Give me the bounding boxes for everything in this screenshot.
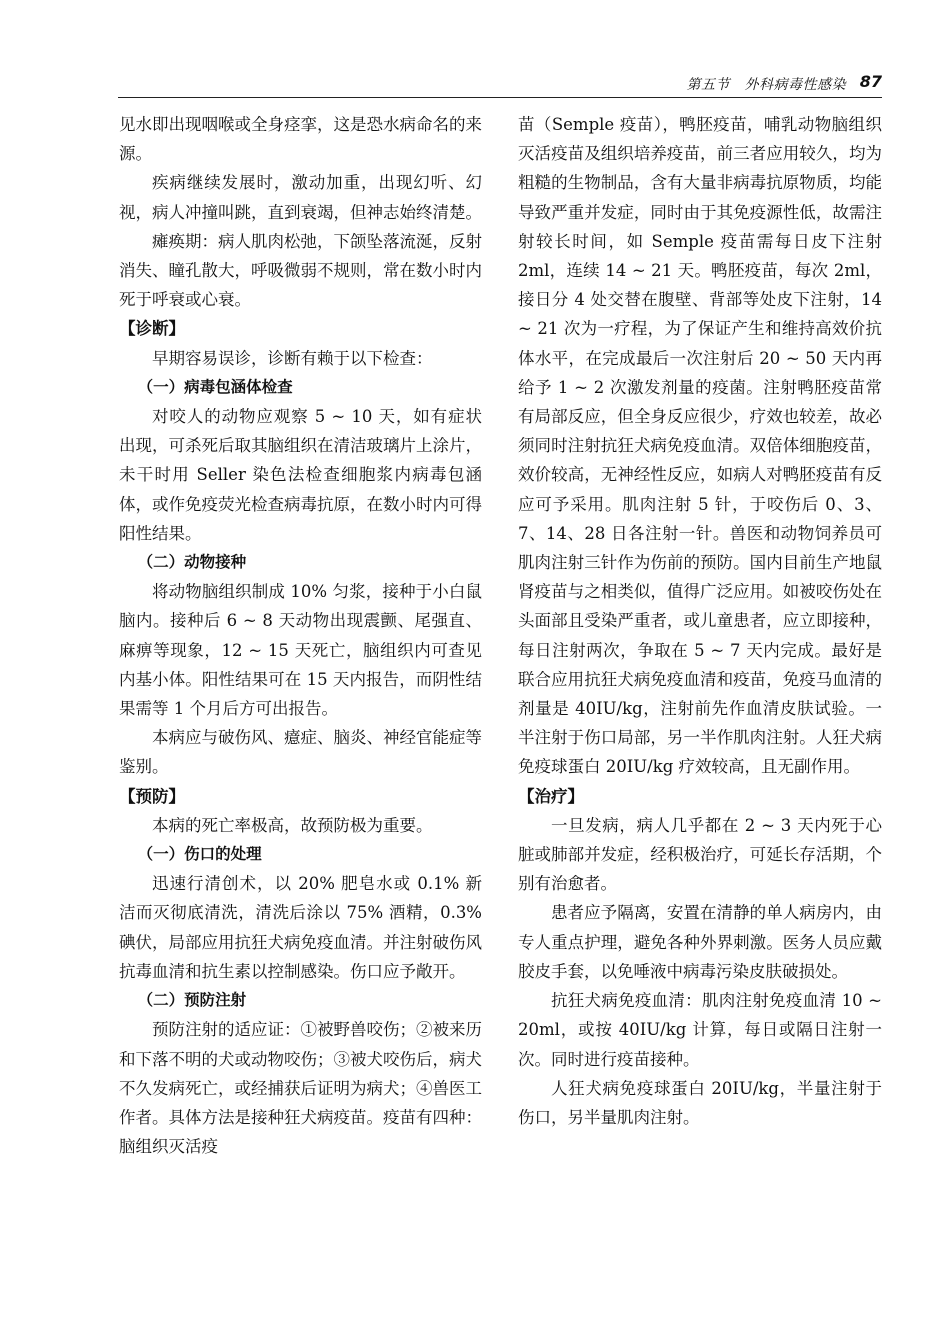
paragraph: 本病应与破伤风、癔症、脑炎、神经官能症等鉴别。: [119, 728, 482, 777]
paragraph: 早期容易误诊，诊断有赖于以下检查：: [152, 348, 433, 368]
header-rule: [118, 97, 882, 98]
paragraph: 苗（Semple 疫苗），鸭胚疫苗，哺乳动物脑组织灭活疫苗及组织培养疫苗，前三者应用较久，均为粗糙的生物制品，含有大量非病毒抗原物质，均能导致严重并发症，同时由于其免疫源性低，故需注射较长时间，如 Semple 疫苗需每日皮下注射 2ml，连续 14 ~ 21 天。鸭胚疫苗，每次 2ml，接日分 4 处交替在腹壁、背部等处皮下注射，14 ~ 21 次为一疗程，为了保证产生和维持高效价抗体水平，在完成最后一次注射后 20 ~ 50 天内再给予 1 ~ 2 次激发剂量的疫菌。注射鸭胚疫苗常有局部反应，但全身反应很少，疗效也较差，故必须同时注射抗狂犬病免疫血清。双倍体细胞疫苗，效价较高，无神经性反应，如病人对鸭胚疫苗有反应可予采用。肌肉注射 5 针，于咬伤后 0、3、7、14、28 日各注射一针。兽医和动物饲养员可肌肉注射三针作为伤前的预防。国内目前生产地鼠肾疫苗与之相类似，值得广泛应用。如被咬伤处在头面部且受染严重者，或儿童患者，应立即接种，每日注射两次，争取在 5 ~ 7 天内完成。最好是联合应用抗狂犬病免疫血清和疫苗，免疫马血清的剂量是 40IU/kg，注射前先作血清皮肤试验。一半注射于伤口局部，另一半作肌肉注射。人狂犬病免疫球蛋白 20IU/kg 疗效较高，且无副作用。: [518, 115, 882, 777]
section-title: 第五节 外科病毒性感染: [686, 77, 846, 93]
paragraph: 一旦发病，病人几乎都在 2 ~ 3 天内死于心脏或肺部并发症，经积极治疗，可延长存活期，个别有治愈者。: [518, 815, 882, 894]
paragraph: 患者应予隔离，安置在清静的单人病房内，由专人重点护理，避免各种外界刺激。医务人员应戴胶皮手套，以免唾液中病毒污染皮肤破损处。: [518, 903, 882, 981]
subheading: （二）动物接种: [137, 553, 247, 572]
paragraph: 人狂犬病免疫球蛋白 20IU/kg，半量注射于伤口，另半量肌肉注射。: [518, 1078, 882, 1127]
paragraph: 疾病继续发展时，激动加重，出现幻听、幻视，病人冲撞叫跳，直到衰竭，但神志始终清楚。: [119, 173, 482, 222]
paragraph: 将动物脑组织制成 10% 匀浆，接种于小白鼠脑内。接种后 6 ~ 8 天动物出现震颤、尾强直、麻痹等现象，12 ~ 15 天死亡，脑组织内可查见内基小体。阳性结果可在 15 天内报告，而阴性结果需等 1 个月后方可出报告。: [119, 582, 482, 719]
paragraph: 迅速行清创术，以 20% 肥皂水或 0.1% 新洁而灭彻底清洗，清洗后涂以 75% 酒精，0.3% 碘伏，局部应用抗狂犬病免疫血清。并注射破伤风抗毒血清和抗生素以控制感染。伤口应予敞开。: [119, 874, 482, 981]
left-column: [119, 110, 482, 1161]
paragraph: 预防注射的适应证：①被野兽咬伤；②被来历和下落不明的犬或动物咬伤；③被犬咬伤后，病犬不久发病死亡，或经捕获后证明为病犬；④兽医工作者。具体方法是接种狂犬病疫苗。疫苗有四种：脑组织灭活疫: [119, 1020, 482, 1157]
section-heading-treatment: 【治疗】: [518, 786, 584, 806]
section-heading-prevention: 【预防】: [119, 786, 185, 806]
subheading: （一）伤口的处理: [137, 845, 262, 864]
page-number: 87: [859, 72, 882, 91]
right-column: [518, 110, 882, 1132]
running-header: [118, 72, 882, 98]
paragraph: 瘫痪期：病人肌肉松弛，下颌坠落流涎，反射消失、瞳孔散大，呼吸微弱不规则，常在数小时内死于呼衰或心衰。: [119, 231, 482, 310]
paragraph: 对咬人的动物应观察 5 ~ 10 天，如有症状出现，可杀死后取其脑组织在清洁玻璃片上涂片，未干时用 Seller 染色法检查细胞浆内病毒包涵体，或作免疫荧光检查病毒抗原，在数小时内可得阳性结果。: [119, 407, 482, 543]
paragraph: 抗狂犬病免疫血清：肌肉注射免疫血清 10 ~ 20ml，或按 40IU/kg 计算，每日或隔日注射一次。同时进行疫苗接种。: [518, 991, 882, 1069]
paragraph: 本病的死亡率极高，故预防极为重要。: [152, 815, 433, 835]
subheading: （一）病毒包涵体检查: [137, 377, 293, 396]
section-heading-diagnosis: 【诊断】: [119, 319, 185, 339]
subheading: （二）预防注射: [137, 991, 247, 1010]
paragraph: 见水即出现咽喉或全身痉挛，这是恐水病命名的来源。: [119, 115, 482, 164]
